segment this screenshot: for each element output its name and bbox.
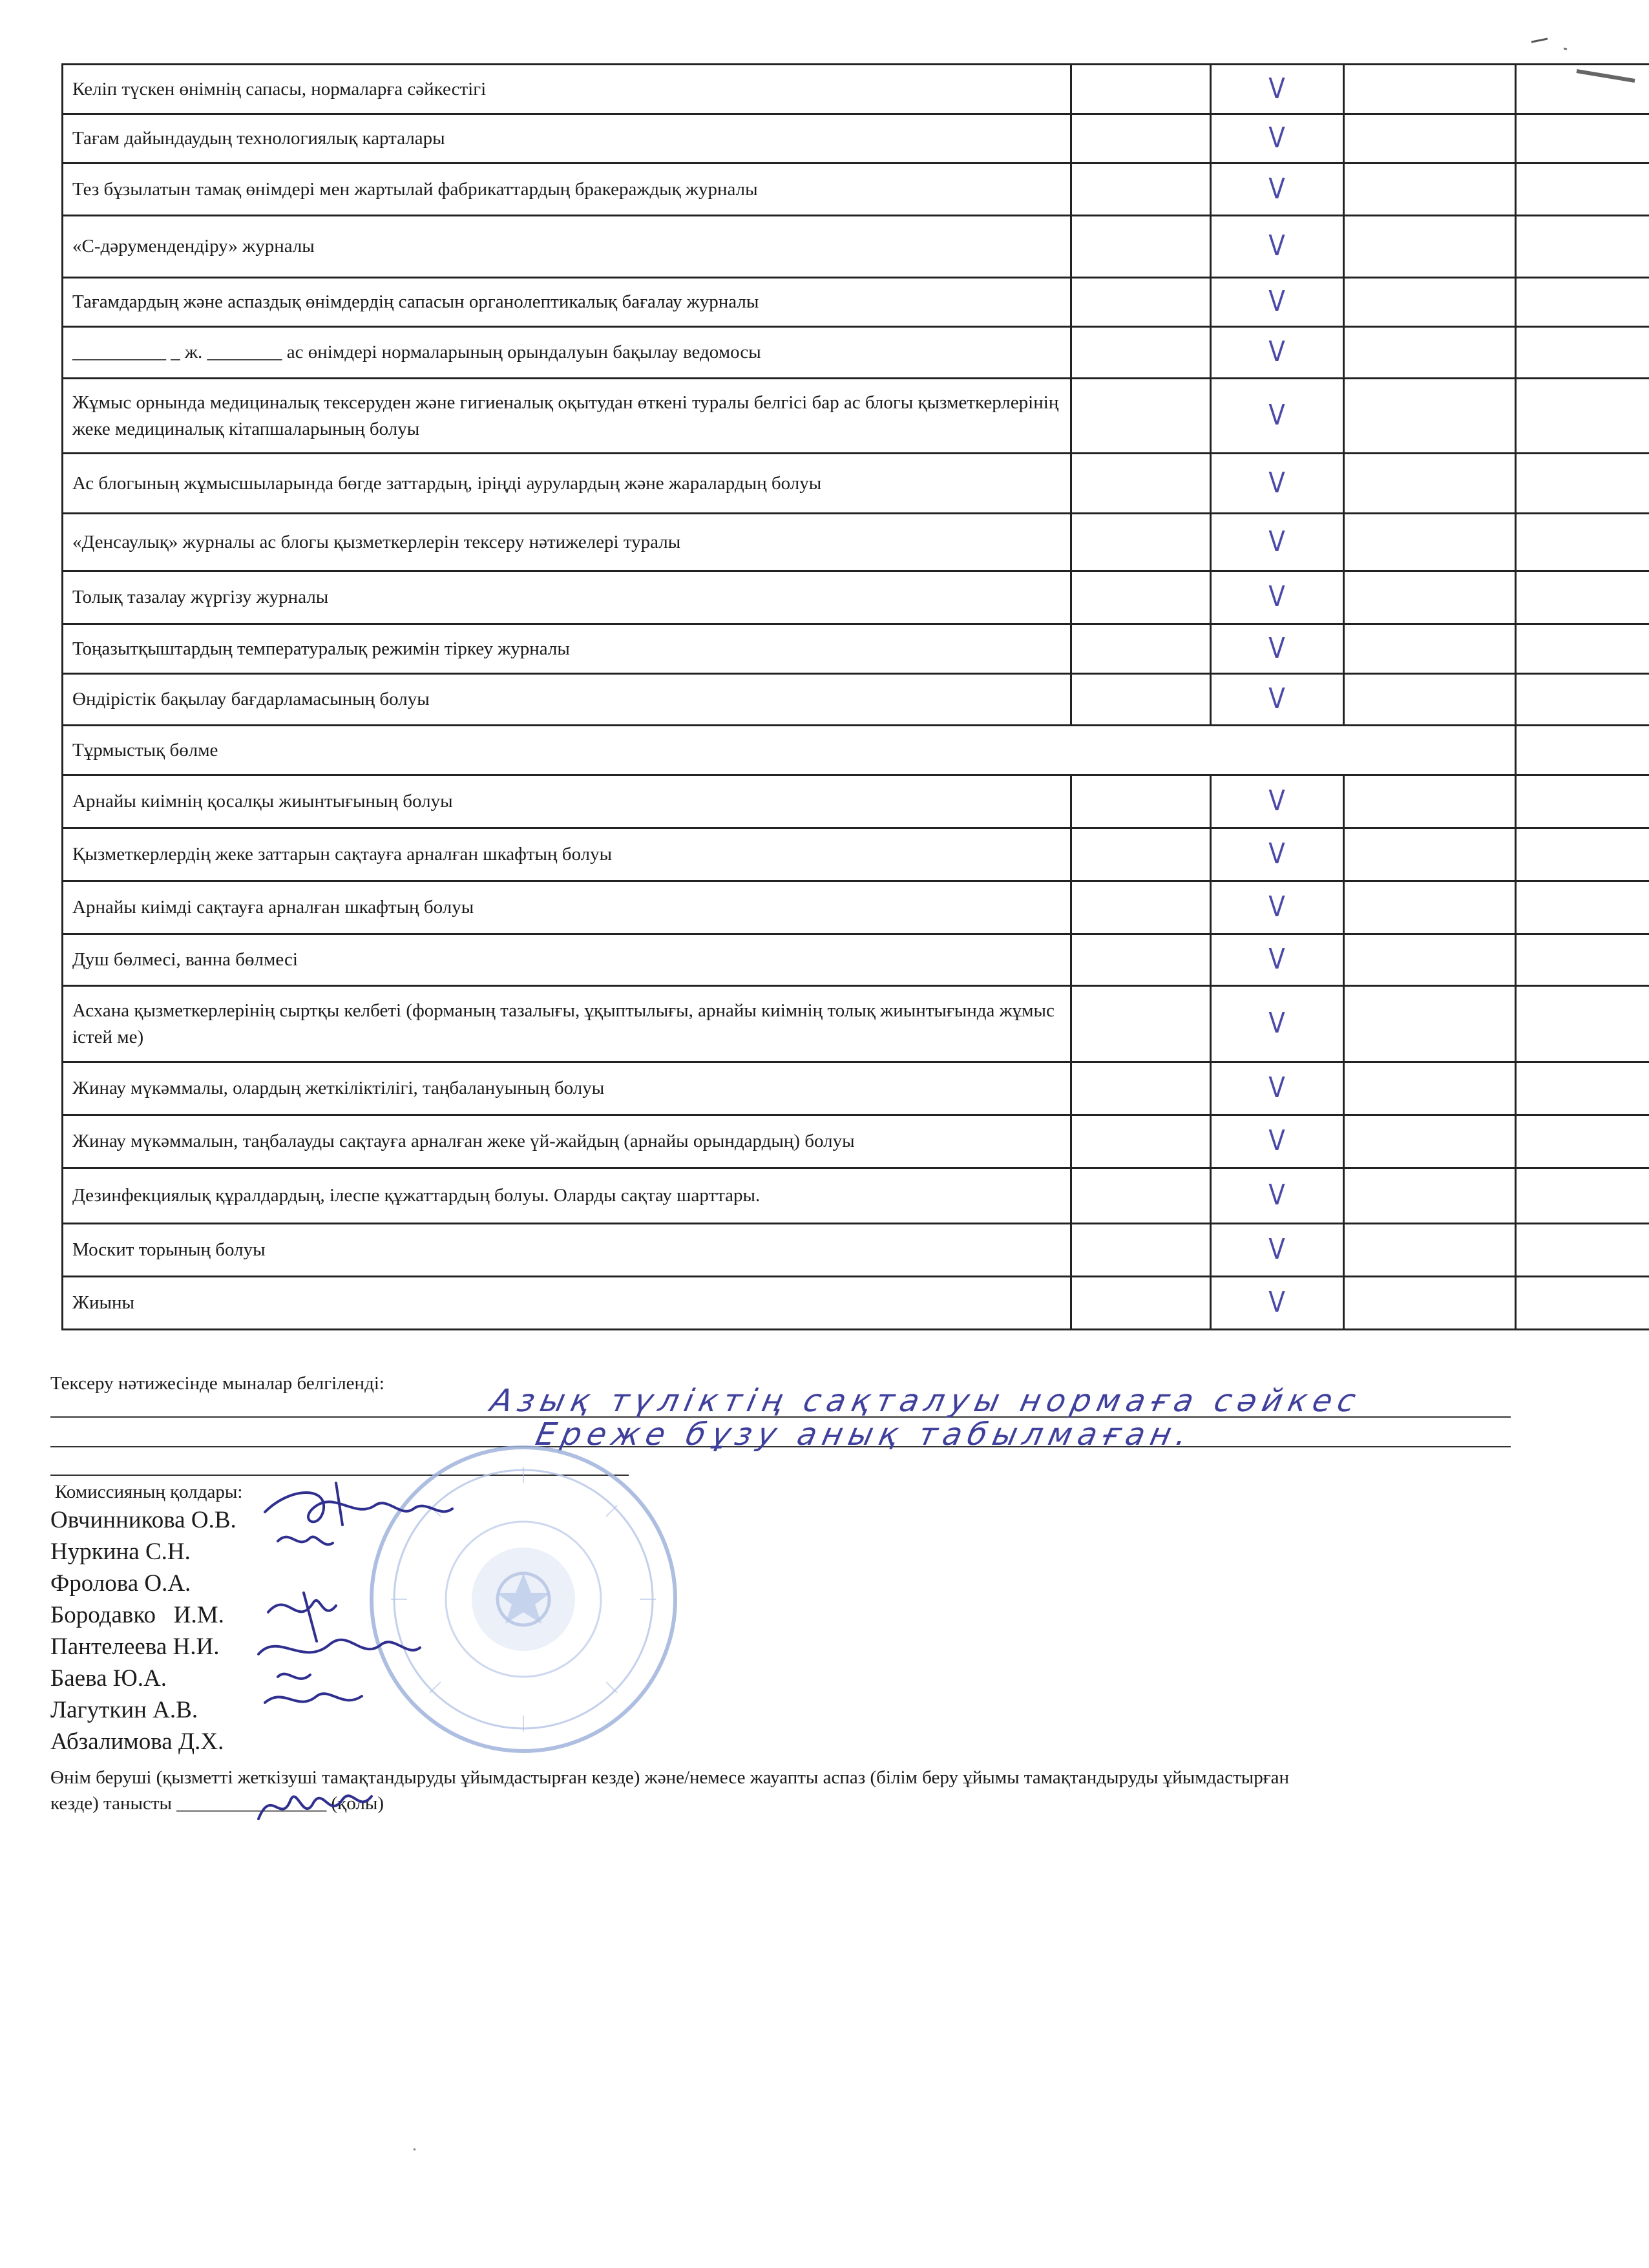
row-text: Жиыны: [63, 1277, 1071, 1330]
empty-cell: [1516, 726, 1649, 775]
empty-cell: [1344, 114, 1516, 163]
empty-cell: [1071, 828, 1211, 881]
checklist-row: [63, 379, 1649, 454]
empty-cell: [1516, 163, 1649, 216]
empty-cell: [1071, 514, 1211, 571]
empty-cell: [1071, 1277, 1211, 1330]
row-text: Ас блогының жұмысшыларында бөгде заттардың, іріңді аурулардың және жаралардың болуы: [63, 454, 1071, 514]
row-text: Жинау мүкәммалын, таңбалауды сақтауға арналған жеке үй-жайдың (арнайы орындардың) болуы: [63, 1115, 1071, 1168]
empty-cell: [1344, 1277, 1516, 1330]
checkmark-icon: V: [1268, 1007, 1286, 1040]
empty-cell: [1516, 1062, 1649, 1115]
row-text: Арнайы киімді сақтауға арналған шкафтың болуы: [63, 881, 1071, 934]
checkmark-cell: [1211, 881, 1344, 934]
checkmark-cell: [1211, 1062, 1344, 1115]
checklist-row: [63, 624, 1649, 674]
empty-cell: [1071, 986, 1211, 1062]
empty-cell: [1071, 1168, 1211, 1224]
empty-cell: [1071, 934, 1211, 986]
empty-cell: [1071, 624, 1211, 674]
row-text: Тағам дайындаудың технологиялық карталары: [63, 114, 1071, 163]
checkmark-cell: [1211, 216, 1344, 278]
row-text: __________ _ ж. ________ ас өнімдері нормаларының орындалуын бақылау ведомосы: [63, 327, 1071, 379]
checklist-row: [63, 1115, 1649, 1168]
checkmark-icon: V: [1268, 466, 1286, 499]
checkmark-cell: [1211, 1277, 1344, 1330]
checklist-row: [63, 674, 1649, 726]
checkmark-icon: V: [1268, 172, 1286, 205]
empty-cell: [1071, 278, 1211, 327]
empty-cell: [1344, 934, 1516, 986]
row-text: Тоңазытқыштардың температуралық режимін тіркеу журналы: [63, 624, 1071, 674]
checkmark-icon: V: [1268, 72, 1286, 105]
empty-cell: [1516, 775, 1649, 828]
checkmark-cell: [1211, 163, 1344, 216]
handwritten-result-line2: Ереже бұзу анық табылмаған.: [532, 1416, 1197, 1453]
checklist-row: [63, 775, 1649, 828]
checklist-row: [63, 65, 1649, 114]
empty-cell: [1516, 454, 1649, 514]
checklist-row: [63, 278, 1649, 327]
row-text: Қызметкерлердің жеке заттарын сақтауға арналған шкафтың болуы: [63, 828, 1071, 881]
empty-cell: [1071, 327, 1211, 379]
empty-cell: [1344, 624, 1516, 674]
row-text: Москит торының болуы: [63, 1224, 1071, 1277]
empty-cell: [1344, 986, 1516, 1062]
empty-cell: [1344, 1224, 1516, 1277]
empty-cell: [1071, 571, 1211, 624]
acknowledgement-prefix: кезде) танысты: [50, 1793, 172, 1814]
empty-cell: [1344, 216, 1516, 278]
empty-cell: [1516, 1168, 1649, 1224]
checkmark-icon: V: [1268, 121, 1286, 155]
checkmark-icon: V: [1268, 1071, 1286, 1105]
empty-cell: [1071, 114, 1211, 163]
empty-cell: [1516, 934, 1649, 986]
empty-cell: [1516, 216, 1649, 278]
checkmark-icon: V: [1268, 229, 1286, 263]
empty-cell: [1516, 674, 1649, 726]
empty-cell: [1516, 327, 1649, 379]
checklist-row: [63, 1224, 1649, 1277]
empty-cell: [1516, 986, 1649, 1062]
commission-members-list: [50, 1504, 236, 1758]
empty-cell: [1344, 1062, 1516, 1115]
checkmark-cell: [1211, 775, 1344, 828]
empty-cell: [1071, 65, 1211, 114]
checklist-row: [63, 828, 1649, 881]
commission-member: Баева Ю.А.: [50, 1665, 167, 1692]
checklist-row: [63, 163, 1649, 216]
empty-cell: [1344, 828, 1516, 881]
empty-cell: [1071, 216, 1211, 278]
empty-cell: [1344, 571, 1516, 624]
empty-cell: [1071, 454, 1211, 514]
checkmark-icon: V: [1268, 1179, 1286, 1212]
checklist-row: [63, 1062, 1649, 1115]
empty-cell: [1344, 278, 1516, 327]
checkmark-cell: [1211, 514, 1344, 571]
commission-member: Овчинникова О.В.: [50, 1507, 236, 1533]
empty-cell: [1516, 571, 1649, 624]
commission-member: Бородавко И.М.: [50, 1602, 224, 1628]
row-text: Келіп түскен өнімнің сапасы, нормаларға сәйкестігі: [63, 65, 1071, 114]
row-text: Дезинфекциялық құралдардың, ілеспе құжаттардың болуы. Оларды сақтау шарттары.: [63, 1168, 1071, 1224]
empty-cell: [1344, 1168, 1516, 1224]
row-text: Асхана қызметкерлерінің сыртқы келбеті (форманың тазалығы, ұқыптылығы, арнайы киімнің толық жиынтығында жұмыс істей ме): [63, 986, 1071, 1062]
checklist-row: [63, 514, 1649, 571]
row-text: Арнайы киімнің қосалқы жиынтығының болуы: [63, 775, 1071, 828]
row-text: Жинау мүкәммалы, олардың жеткіліктілігі, таңбалануының болуы: [63, 1062, 1071, 1115]
row-text: «Денсаулық» журналы ас блогы қызметкерлерін тексеру нәтижелері туралы: [63, 514, 1071, 571]
checklist-row: [63, 571, 1649, 624]
checklist-table: [61, 63, 1649, 1330]
checkmark-icon: V: [1268, 285, 1286, 319]
empty-cell: [1071, 1062, 1211, 1115]
checkmark-cell: [1211, 986, 1344, 1062]
checklist-row: [63, 114, 1649, 163]
commission-member: Абзалимова Д.Х.: [50, 1728, 224, 1755]
row-text: «С-дәрумендендіру» журналы: [63, 216, 1071, 278]
checkmark-icon: V: [1268, 335, 1286, 369]
commission-label: Комиссияның қолдары:: [55, 1482, 243, 1502]
empty-cell: [1071, 775, 1211, 828]
row-text: Жұмыс орнында медициналық тексеруден және гигиеналық оқытудан өткені туралы белгісі бар ас блогы қызметкерлерінің жеке медициналық кітапшаларының болуы: [63, 379, 1071, 454]
empty-cell: [1344, 674, 1516, 726]
checkmark-cell: [1211, 379, 1344, 454]
checkmark-cell: [1211, 674, 1344, 726]
checkmark-cell: [1211, 454, 1344, 514]
checkmark-icon: V: [1268, 784, 1286, 818]
checkmark-cell: [1211, 278, 1344, 327]
checkmark-cell: [1211, 571, 1344, 624]
checklist-row: [63, 216, 1649, 278]
checkmark-icon: V: [1268, 837, 1286, 871]
row-text: Тағамдардың және аспаздық өнімдердің сапасын органолептикалық бағалау журналы: [63, 278, 1071, 327]
checkmark-cell: [1211, 114, 1344, 163]
signature-blank: ________________: [176, 1793, 327, 1814]
empty-cell: [1071, 881, 1211, 934]
section-header-row: [63, 726, 1649, 775]
empty-cell: [1344, 327, 1516, 379]
empty-cell: [1071, 379, 1211, 454]
empty-cell: [1071, 163, 1211, 216]
empty-cell: [1344, 514, 1516, 571]
empty-cell: [1516, 278, 1649, 327]
row-text: Душ бөлмесі, ванна бөлмесі: [63, 934, 1071, 986]
checkmark-icon: V: [1268, 943, 1286, 976]
empty-cell: [1516, 881, 1649, 934]
checklist-row: [63, 454, 1649, 514]
checklist-row: [63, 934, 1649, 986]
signature-caption: (қолы): [331, 1793, 384, 1814]
checkmark-icon: V: [1268, 1124, 1286, 1158]
acknowledgement-text: Өнім беруші (қызметті жеткізуші тамақтандыруды ұйымдастырған кезде) және/немесе жауапты аспаз (білім беру ұйымы тамақтандыруды ұйымдастырған: [50, 1767, 1290, 1788]
checkmark-icon: V: [1268, 682, 1286, 716]
empty-cell: [1344, 881, 1516, 934]
checkmark-icon: V: [1268, 580, 1286, 614]
checkmark-cell: [1211, 1168, 1344, 1224]
empty-cell: [1516, 1224, 1649, 1277]
row-text: Тез бұзылатын тамақ өнімдері мен жартылай фабрикаттардың бракераждық журналы: [63, 163, 1071, 216]
checklist-row: [63, 986, 1649, 1062]
empty-cell: [1344, 454, 1516, 514]
checklist-row: [63, 327, 1649, 379]
checkmark-icon: V: [1268, 631, 1286, 665]
checklist-row: [63, 1168, 1649, 1224]
empty-cell: [1516, 1115, 1649, 1168]
checkmark-icon: V: [1268, 1286, 1286, 1319]
commission-member: Фролова О.А.: [50, 1570, 191, 1597]
acknowledgement-signature: [252, 1774, 381, 1832]
handwritten-signatures: [252, 1473, 472, 1719]
checkmark-cell: [1211, 327, 1344, 379]
commission-member: Нуркина С.Н.: [50, 1538, 191, 1565]
checkmark-cell: [1211, 1224, 1344, 1277]
row-text: Толық тазалау жүргізу журналы: [63, 571, 1071, 624]
checklist-row: [63, 881, 1649, 934]
empty-cell: [1071, 1115, 1211, 1168]
row-text: Өндірістік бақылау бағдарламасының болуы: [63, 674, 1071, 726]
empty-cell: [1516, 514, 1649, 571]
empty-cell: [1344, 163, 1516, 216]
empty-cell: [1516, 65, 1649, 114]
empty-cell: [1344, 775, 1516, 828]
empty-cell: [1516, 1277, 1649, 1330]
empty-cell: [1344, 1115, 1516, 1168]
checkmark-cell: [1211, 934, 1344, 986]
checklist-body: [63, 65, 1649, 1330]
checkmark-cell: [1211, 828, 1344, 881]
checkmark-icon: V: [1268, 1233, 1286, 1266]
checkmark-cell: [1211, 1115, 1344, 1168]
checkmark-cell: [1211, 65, 1344, 114]
empty-cell: [1344, 379, 1516, 454]
empty-cell: [1516, 114, 1649, 163]
checkmark-cell: [1211, 624, 1344, 674]
handwritten-result-line1: Азық түліктің сақталуы нормаға сәйкес: [487, 1383, 1365, 1419]
empty-cell: [1516, 379, 1649, 454]
checkmark-icon: V: [1268, 399, 1286, 432]
section-title: Тұрмыстық бөлме: [63, 726, 1516, 775]
empty-cell: [1071, 674, 1211, 726]
results-label: Тексеру нәтижесінде мыналар белгіленді:: [50, 1373, 384, 1394]
checkmark-icon: V: [1268, 525, 1286, 558]
empty-cell: [1071, 1224, 1211, 1277]
checklist-row: [63, 1277, 1649, 1330]
commission-member: Лагуткин А.В.: [50, 1697, 198, 1723]
empty-cell: [1344, 65, 1516, 114]
empty-cell: [1516, 828, 1649, 881]
checkmark-icon: V: [1268, 890, 1286, 924]
commission-member: Пантелеева Н.И.: [50, 1633, 220, 1660]
scan-speck: [414, 2148, 415, 2150]
checklist-table-wrapper: [61, 63, 1580, 1330]
empty-cell: [1516, 624, 1649, 674]
